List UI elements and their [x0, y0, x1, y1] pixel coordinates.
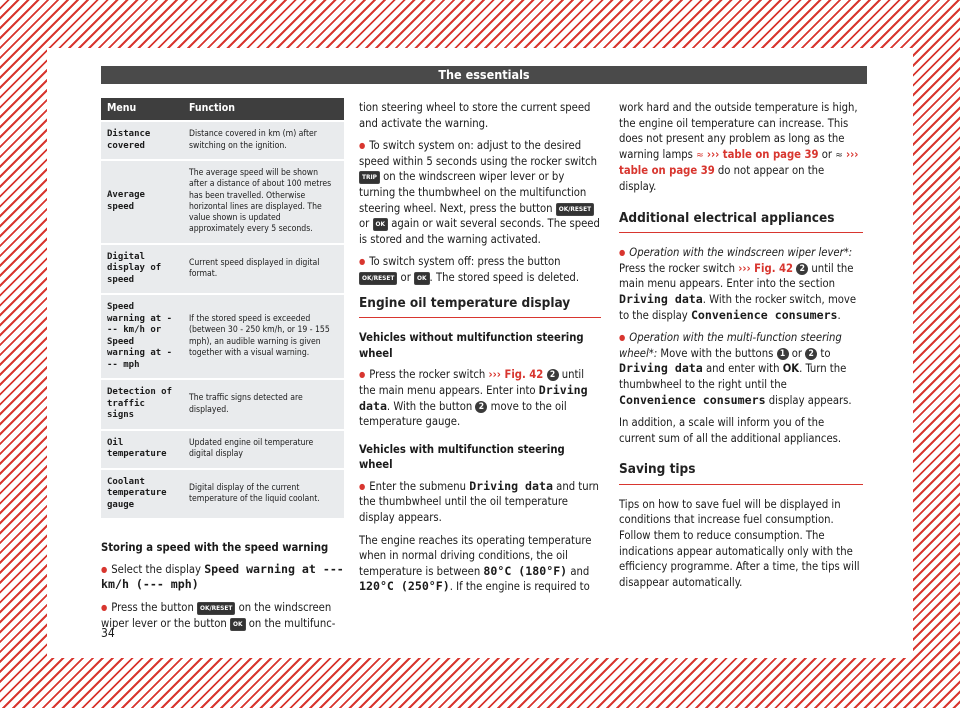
column-middle — [359, 100, 601, 602]
function-cell: Distance covered in km (m) after switching on the ignition. — [183, 122, 344, 159]
menu-cell: Oil temperature — [101, 431, 183, 468]
ok-reset-button-icon: OK/RESET — [556, 203, 594, 216]
function-cell: If the stored speed is exceeded (between 30 - 250 km/h, or 19 - 155 mph), an audible warning is given together with a visual warning. — [183, 295, 344, 378]
menu-cell: Coolant temperature gauge — [101, 470, 183, 519]
table-row — [101, 122, 344, 159]
paragraph: work hard and the outside temperature is high, the engine oil temperature can increase. This does not present any problem as long as the warning lamps ≈ ››› table on page 39 or ≈ ››› table on page 39 do not appear on the display. — [619, 101, 859, 193]
subheading: Vehicles without multifunction steering wheel — [359, 331, 584, 360]
function-cell: Digital display of the current temperature of the liquid coolant. — [183, 470, 344, 519]
callout-number: 2 — [805, 348, 817, 360]
fig-link[interactable]: ››› Fig. 42 — [738, 261, 794, 275]
column-right — [619, 100, 863, 597]
list-item: ● Enter the submenu Driving data and turn the thumbwheel until the oil temperature display appears. — [359, 479, 601, 526]
callout-number: 2 — [475, 401, 487, 413]
page-header: The essentials — [101, 66, 867, 84]
section-heading-oil: Engine oil temperature display — [359, 296, 601, 319]
oil-temperature-lamp-icon: ≈ — [696, 149, 704, 161]
fig-link[interactable]: ››› Fig. 42 — [488, 368, 544, 382]
page — [47, 48, 913, 658]
menu-cell: Digital display of speed — [101, 245, 183, 294]
list-item: ● Press the button OK/RESET on the windscreen wiper lever or the button OK on the multifunc- — [101, 600, 344, 631]
table-header-function: Function — [183, 98, 344, 120]
paragraph: The engine reaches its operating temperature when in normal driving conditions, the oil temperature is between 80°C (180°F) and 120°C (250°F). If the engine is required to — [359, 533, 592, 594]
list-item: ● Operation with the multi-function steering wheel*: Move with the buttons 1 or 2 to Driving data and enter with OK. Turn the thumbwheel to the right until the Convenience consumers display appears. — [619, 330, 863, 408]
ok-button-icon: OK — [230, 618, 246, 631]
list-item: ● To switch system on: adjust to the desired speed within 5 seconds using the rocker switch TRIP on the windscreen wiper lever or by turning the thumbwheel on the multifunction steering wheel. Next, press the button OK/RESET or OK again or wait several seconds. The speed is stored and the warning activated. — [359, 138, 601, 247]
table-link[interactable]: ››› table on page 39 — [706, 147, 819, 161]
function-cell: Current speed displayed in digital format. — [183, 245, 344, 294]
table-row — [101, 245, 344, 294]
list-item: ● Operation with the windscreen wiper lever*: Press the rocker switch ››› Fig. 42 2 until the main menu appears. Enter into the section Driving data. With the rocker switch, move to the display Convenience consumers. — [619, 245, 863, 323]
table-row — [101, 161, 344, 243]
paragraph: In addition, a scale will inform you of the current sum of all the additional appliances. — [619, 416, 842, 445]
function-cell: The traffic signs detected are displayed. — [183, 380, 344, 429]
subheading: Vehicles with multifunction steering wheel — [359, 442, 565, 472]
callout-number: 2 — [547, 369, 559, 381]
section-heading-appliances: Additional electrical appliances — [619, 211, 863, 234]
function-cell: Updated engine oil temperature digital display — [183, 431, 344, 468]
table-link[interactable]: ››› table on page 39 — [619, 147, 859, 178]
table-row — [101, 295, 344, 378]
menu-function-table — [101, 96, 344, 520]
list-item: ● Select the display Speed warning at --- km/h (--- mph) — [101, 562, 344, 593]
list-item: ● Press the rocker switch ››› Fig. 42 2 until the main menu appears. Enter into Driving data. With the button 2 move to the oil temperature gauge. — [359, 367, 601, 429]
callout-number: 1 — [777, 348, 789, 360]
column-left — [101, 98, 344, 638]
ok-reset-button-icon: OK/RESET — [359, 272, 397, 285]
trip-button-icon: TRIP — [359, 171, 380, 184]
menu-cell: Distance covered — [101, 122, 183, 159]
table-row — [101, 431, 344, 468]
menu-cell: Detection of traffic signs — [101, 380, 183, 429]
page-number: 34 — [101, 626, 115, 640]
table-row — [101, 380, 344, 429]
table-row — [101, 470, 344, 519]
ok-reset-button-icon: OK/RESET — [197, 602, 235, 615]
section-heading-saving: Saving tips — [619, 462, 863, 485]
list-item: ● To switch system off: press the button OK/RESET or OK . The stored speed is deleted. — [359, 254, 601, 285]
callout-number: 2 — [796, 263, 808, 275]
ok-button-icon: OK — [373, 218, 389, 231]
paragraph: Tips on how to save fuel will be displayed in conditions that increase fuel consumption. Follow them to reduce consumption. The indications appear automatically only with the efficiency programme. After a time, the tips will disappear automatically. — [619, 497, 860, 589]
function-cell: The average speed will be shown after a distance of about 100 metres has been travelled. Otherwise horizontal lines are displayed. The value shown is updated approximately every 5 seconds. — [183, 161, 344, 243]
paragraph: tion steering wheel to store the current speed and activate the warning. — [359, 101, 591, 130]
ok-button-icon: OK — [414, 272, 430, 285]
table-header-menu: Menu — [101, 98, 183, 120]
menu-cell: Speed warning at --- km/h or Speed warning at --- mph — [101, 295, 183, 378]
menu-cell: Average speed — [101, 161, 183, 243]
oil-temperature-lamp-icon: ≈ — [835, 149, 843, 161]
speed-warning-heading: Storing a speed with the speed warning — [101, 541, 329, 555]
